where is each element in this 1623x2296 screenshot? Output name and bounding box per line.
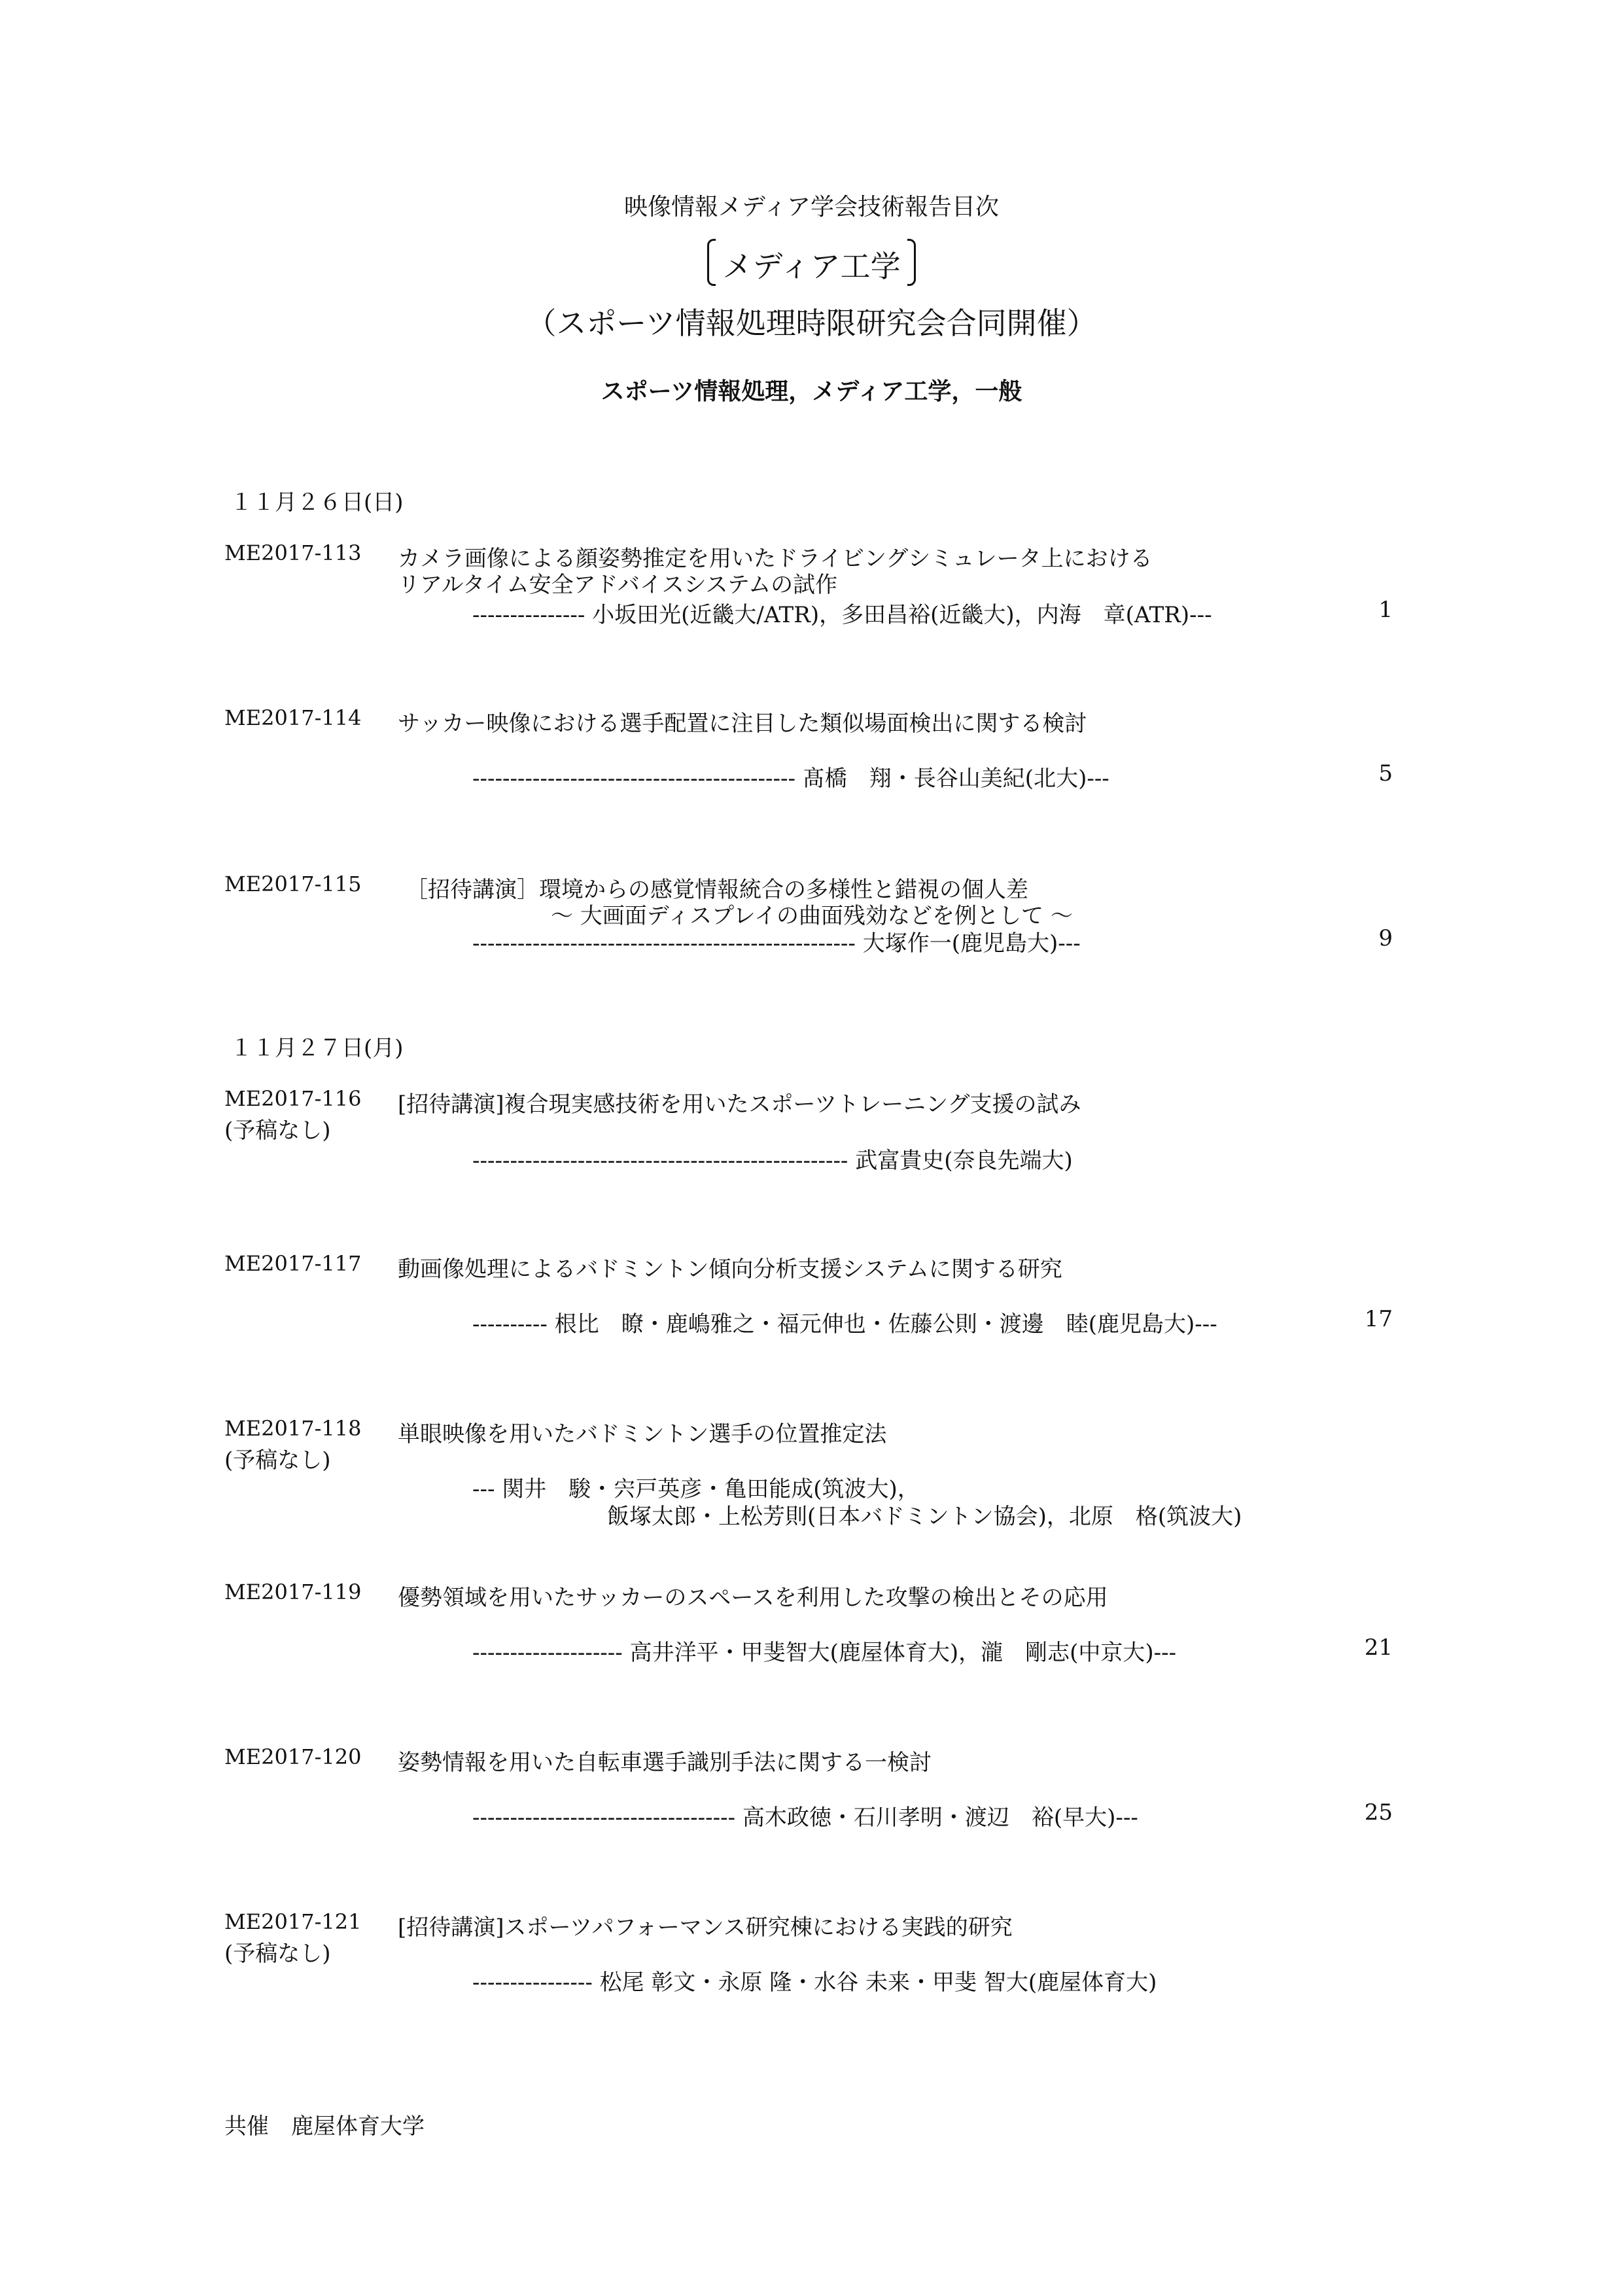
paper-code: ME2017-115 bbox=[224, 872, 362, 896]
paper-title: [招待講演]スポーツパフォーマンス研究棟における実践的研究 bbox=[398, 1915, 1013, 1941]
no-manuscript-note: (予稿なし) bbox=[224, 1118, 331, 1144]
paper-code: ME2017-121 bbox=[224, 1909, 362, 1934]
paper-code: ME2017-116 bbox=[224, 1086, 362, 1111]
paper-title: 姿勢情報を用いた自転車選手識別手法に関する一検討 bbox=[398, 1750, 932, 1776]
paper-authors: -------------------- 高井洋平・甲斐智大(鹿屋体育大)，瀧 剛志(中京大)--- bbox=[472, 1640, 1177, 1666]
left-bracket-decoration bbox=[707, 239, 716, 286]
paper-authors: --------------------------------------------------- 大塚作一(鹿児島大)--- bbox=[472, 930, 1081, 957]
page-number: 5 bbox=[1378, 760, 1393, 786]
session-topics: スポーツ情報処理，メディア工学，一般 bbox=[601, 378, 1022, 405]
paper-title: 単眼映像を用いたバドミントン選手の位置推定法 bbox=[398, 1421, 887, 1447]
paper-authors: ---------- 根比 瞭・鹿嶋雅之・福元伸也・佐藤公則・渡邊 睦(鹿児島大)--- bbox=[472, 1311, 1217, 1337]
paper-title: [招待講演]複合現実感技術を用いたスポーツトレーニング支援の試み bbox=[398, 1091, 1081, 1118]
paper-title: 優勢領域を用いたサッカーのスペースを利用した攻撃の検出とその応用 bbox=[398, 1585, 1108, 1611]
paper-code: ME2017-118 bbox=[224, 1416, 362, 1441]
paper-authors: --- 関井 駿・宍戸英彦・亀田能成(筑波大)， bbox=[472, 1476, 920, 1502]
joint-session-note: （スポーツ情報処理時限研究会合同開催） bbox=[526, 306, 1097, 341]
report-header-title: 映像情報メディア学会技術報告目次 bbox=[623, 194, 1000, 221]
paper-title: カメラ画像による顔姿勢推定を用いたドライビングシミュレータ上における bbox=[398, 546, 1153, 572]
no-manuscript-note: (予稿なし) bbox=[224, 1941, 331, 1967]
paper-authors: -------------------------------------------------- 武富貴史(奈良先端大) bbox=[472, 1148, 1073, 1174]
paper-title-line2: リアルタイム安全アドバイスシステムの試作 bbox=[398, 572, 838, 598]
paper-authors: ---------------- 松尾 彰文・永原 隆・水谷 未来・甲斐 智大(鹿屋体育大) bbox=[472, 1969, 1157, 1996]
session-name bbox=[0, 239, 1623, 286]
paper-title: サッカー映像における選手配置に注目した類似場面検出に関する検討 bbox=[398, 711, 1087, 737]
paper-authors: ------------------------------------------- 髙橋 翔・長谷山美紀(北大)--- bbox=[472, 766, 1109, 792]
paper-authors: ----------------------------------- 高木政徳・石川孝明・渡辺 裕(早大)--- bbox=[472, 1805, 1138, 1831]
date-heading-day2: １１月２７日(月) bbox=[230, 1035, 404, 1061]
right-bracket-decoration bbox=[907, 239, 916, 286]
session-name-text: メディア工学 bbox=[722, 249, 901, 284]
paper-title: ［招待講演］環境からの感覚情報統合の多様性と錯視の個人差 bbox=[406, 877, 1028, 903]
page-number: 9 bbox=[1378, 925, 1393, 951]
page-number: 17 bbox=[1364, 1306, 1393, 1332]
co-sponsor-note: 共催 鹿屋体育大学 bbox=[224, 2113, 425, 2140]
no-manuscript-note: (予稿なし) bbox=[224, 1447, 331, 1474]
paper-code: ME2017-117 bbox=[224, 1251, 362, 1276]
paper-code: ME2017-119 bbox=[224, 1580, 362, 1604]
paper-authors: --------------- 小坂田光(近畿大/ATR)，多田昌裕(近畿大)，内海 章(ATR)--- bbox=[472, 602, 1212, 628]
paper-subtitle: ～ 大画面ディスプレイの曲面残効などを例として ～ bbox=[551, 903, 1073, 929]
paper-code: ME2017-120 bbox=[224, 1744, 362, 1769]
paper-code: ME2017-113 bbox=[224, 540, 362, 565]
paper-code: ME2017-114 bbox=[224, 705, 362, 730]
paper-title: 動画像処理によるバドミントン傾向分析支援システムに関する研究 bbox=[398, 1256, 1062, 1282]
page-number: 25 bbox=[1364, 1799, 1393, 1826]
paper-authors-line2: 飯塚太郎・上松芳則(日本バドミントン協会)，北原 格(筑波大) bbox=[607, 1504, 1242, 1530]
page-number: 1 bbox=[1378, 597, 1393, 623]
page-number: 21 bbox=[1364, 1634, 1393, 1661]
date-heading-day1: １１月２６日(日) bbox=[230, 489, 404, 516]
